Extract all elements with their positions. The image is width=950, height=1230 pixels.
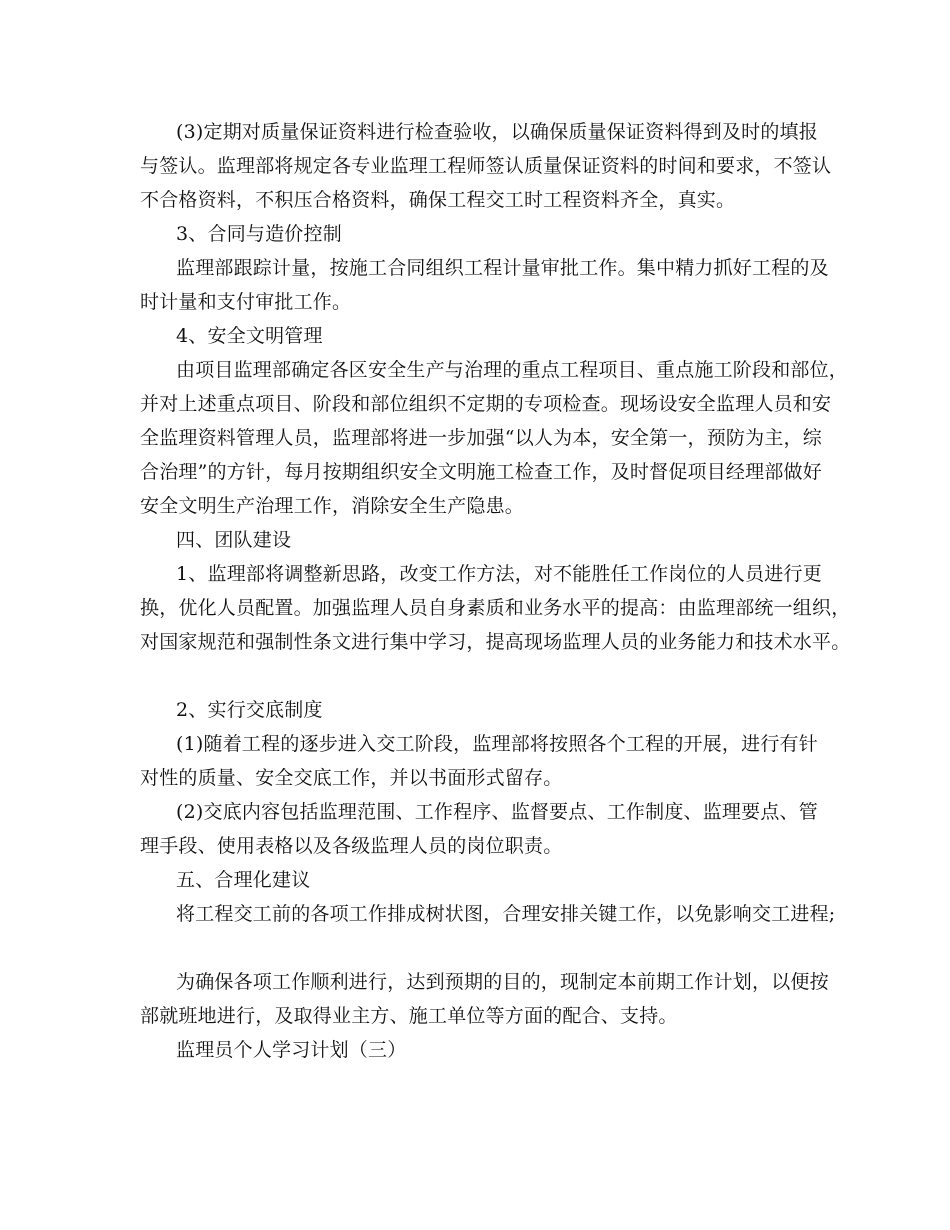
paragraph-line: (1)随着工程的逐步进入交工阶段，监理部将按照各个工程的开展，进行有针 [176, 733, 818, 755]
section-heading: 2、实行交底制度 [176, 699, 323, 721]
paragraph-line: 理手段、使用表格以及各级监理人员的岗位职责。 [140, 835, 563, 857]
paragraph-line: 安全文明生产治理工作，消除安全生产隐患。 [140, 495, 525, 517]
section-heading: 五、合理化建议 [176, 869, 311, 891]
paragraph-line: 与签认。监理部将规定各专业监理工程师签认质量保证资料的时间和要求，不签认 [140, 155, 832, 177]
paragraph-line: 合治理”的方针，每月按期组织安全文明施工检查工作，及时督促项目经理部做好 [140, 461, 822, 483]
paragraph-line: 并对上述重点项目、阶段和部位组织不定期的专项检查。现场设安全监理人员和安 [140, 393, 832, 415]
paragraph-line: 全监理资料管理人员，监理部将进一步加强“以人为本，安全第一，预防为主，综 [140, 427, 822, 449]
paragraph-line: 为确保各项工作顺利进行，达到预期的目的，现制定本前期工作计划，以便按 [176, 971, 829, 993]
paragraph-line: 将工程交工前的各项工作排成树状图，合理安排关键工作，以免影响交工进程; [176, 903, 836, 925]
paragraph-line: 监理部跟踪计量，按施工合同组织工程计量审批工作。集中精力抓好工程的及 [176, 257, 829, 279]
section-heading: 4、安全文明管理 [176, 325, 323, 347]
paragraph-line: 时计量和支付审批工作。 [140, 291, 352, 313]
paragraph-line: (2)交底内容包括监理范围、工作程序、监督要点、工作制度、监理要点、管 [176, 801, 818, 823]
paragraph-line: 部就班地进行，及取得业主方、施工单位等方面的配合、支持。 [140, 1005, 678, 1027]
paragraph-line: 对国家规范和强制性条文进行集中学习，提高现场监理人员的业务能力和技术水平。 [140, 631, 851, 653]
section-heading: 3、合同与造价控制 [176, 223, 342, 245]
section-heading: 四、团队建设 [176, 529, 292, 551]
paragraph-line: 不合格资料，不积压合格资料，确保工程交工时工程资料齐全，真实。 [140, 189, 736, 211]
paragraph-line: 1、监理部将调整新思路，改变工作方法，对不能胜任工作岗位的人员进行更 [176, 563, 822, 585]
paragraph-line: 换，优化人员配置。加强监理人员自身素质和业务水平的提高：由监理部统一组织， [140, 597, 851, 619]
document-subtitle: 监理员个人学习计划（三） [176, 1039, 407, 1061]
paragraph-line: 对性的质量、安全交底工作，并以书面形式留存。 [140, 767, 563, 789]
paragraph-line: 由项目监理部确定各区安全生产与治理的重点工程项目、重点施工阶段和部位， [176, 359, 849, 381]
paragraph-line: (3)定期对质量保证资料进行检查验收，以确保质量保证资料得到及时的填报 [176, 121, 818, 143]
